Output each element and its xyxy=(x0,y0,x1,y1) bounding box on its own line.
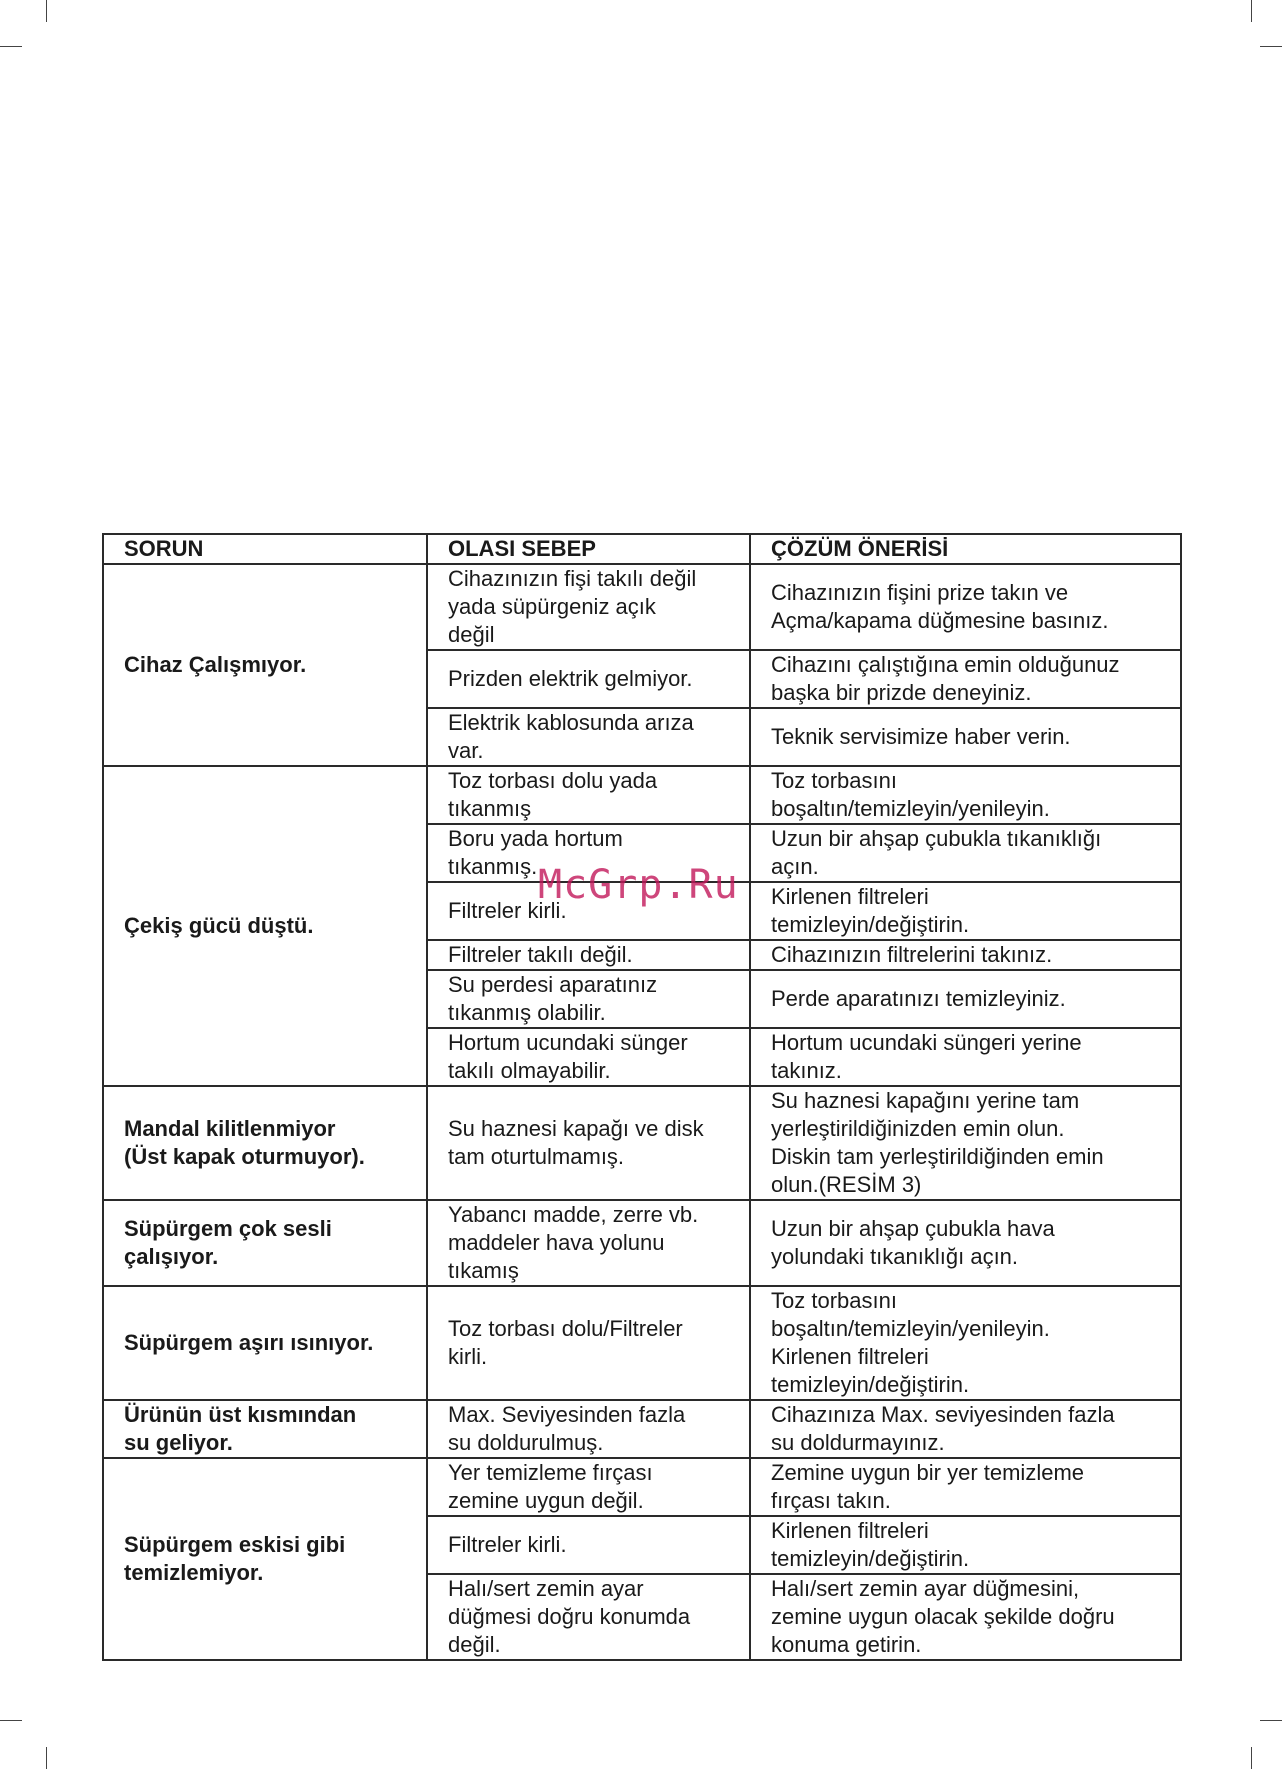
table-header-row xyxy=(103,534,1181,564)
cause-cell: Max. Seviyesinden fazla su doldurulmuş. xyxy=(427,1400,750,1458)
cause-cell: Toz torbası dolu/Filtreler kirli. xyxy=(427,1286,750,1400)
problem-cell: Çekiş gücü düştü. xyxy=(103,766,427,1086)
cause-cell: Yabancı madde, zerre vb. maddeler hava yolunu tıkamış xyxy=(427,1200,750,1286)
solution-cell: Halı/sert zemin ayar düğmesini, zemine uygun olacak şekilde doğru konuma getirin. xyxy=(750,1574,1181,1660)
header-solution: ÇÖZÜM ÖNERİSİ xyxy=(750,534,1181,564)
cause-cell: Boru yada hortum tıkanmış. xyxy=(427,824,750,882)
cause-cell: Su perdesi aparatınız tıkanmış olabilir. xyxy=(427,970,750,1028)
cause-cell: Halı/sert zemin ayar düğmesi doğru konumda değil. xyxy=(427,1574,750,1660)
solution-cell: Teknik servisimize haber verin. xyxy=(750,708,1181,766)
problem-cell: Süpürgem çok sesli çalışıyor. xyxy=(103,1200,427,1286)
table-row xyxy=(103,564,1181,650)
cause-cell: Yer temizleme fırçası zemine uygun değil. xyxy=(427,1458,750,1516)
solution-cell: Cihazınızın filtrelerini takınız. xyxy=(750,940,1181,970)
crop-mark xyxy=(46,1747,47,1769)
cause-cell: Prizden elektrik gelmiyor. xyxy=(427,650,750,708)
solution-cell: Su haznesi kapağını yerine tam yerleştirildiğinizden emin olun. Diskin tam yerleştirildiğinden emin olun.(RESİM 3) xyxy=(750,1086,1181,1200)
solution-cell: Hortum ucundaki süngeri yerine takınız. xyxy=(750,1028,1181,1086)
solution-cell: Cihazınızın fişini prize takın ve Açma/kapama düğmesine basınız. xyxy=(750,564,1181,650)
crop-mark xyxy=(1260,1720,1282,1721)
cause-cell: Su haznesi kapağı ve disk tam oturtulmamış. xyxy=(427,1086,750,1200)
solution-cell: Toz torbasını boşaltın/temizleyin/yenileyin. xyxy=(750,766,1181,824)
cause-cell: Toz torbası dolu yada tıkanmış xyxy=(427,766,750,824)
solution-cell: Zemine uygun bir yer temizleme fırçası takın. xyxy=(750,1458,1181,1516)
solution-cell: Uzun bir ahşap çubukla tıkanıklığı açın. xyxy=(750,824,1181,882)
crop-mark xyxy=(1251,0,1252,22)
table-row xyxy=(103,766,1181,824)
solution-cell: Kirlenen filtreleri temizleyin/değiştirin. xyxy=(750,882,1181,940)
crop-mark xyxy=(0,46,22,47)
watermark: McGrp.Ru xyxy=(538,862,739,908)
cause-cell: Filtreler kirli. xyxy=(427,882,750,940)
solution-cell: Cihazınıza Max. seviyesinden fazla su doldurmayınız. xyxy=(750,1400,1181,1458)
cause-cell: Filtreler kirli. xyxy=(427,1516,750,1574)
cause-cell: Filtreler takılı değil. xyxy=(427,940,750,970)
header-problem: SORUN xyxy=(103,534,427,564)
table-row xyxy=(103,1458,1181,1516)
table-row xyxy=(103,1400,1181,1458)
problem-cell: Ürünün üst kısmından su geliyor. xyxy=(103,1400,427,1458)
table-row xyxy=(103,1086,1181,1200)
problem-cell: Cihaz Çalışmıyor. xyxy=(103,564,427,766)
solution-cell: Uzun bir ahşap çubukla hava yolundaki tıkanıklığı açın. xyxy=(750,1200,1181,1286)
cause-cell: Elektrik kablosunda arıza var. xyxy=(427,708,750,766)
crop-mark xyxy=(0,1720,22,1721)
table-body xyxy=(103,564,1181,1660)
cause-cell: Cihazınızın fişi takılı değil yada süpürgeniz açık değil xyxy=(427,564,750,650)
problem-cell: Süpürgem aşırı ısınıyor. xyxy=(103,1286,427,1400)
solution-cell: Toz torbasını boşaltın/temizleyin/yenileyin. Kirlenen filtreleri temizleyin/değiştirin. xyxy=(750,1286,1181,1400)
cause-cell: Hortum ucundaki sünger takılı olmayabilir. xyxy=(427,1028,750,1086)
crop-mark xyxy=(1260,46,1282,47)
crop-mark xyxy=(46,0,47,22)
solution-cell: Kirlenen filtreleri temizleyin/değiştirin. xyxy=(750,1516,1181,1574)
problem-cell: Mandal kilitlenmiyor (Üst kapak oturmuyor). xyxy=(103,1086,427,1200)
solution-cell: Cihazını çalıştığına emin olduğunuz başka bir prizde deneyiniz. xyxy=(750,650,1181,708)
problem-cell: Süpürgem eskisi gibi temizlemiyor. xyxy=(103,1458,427,1660)
table-row xyxy=(103,1200,1181,1286)
header-cause: OLASI SEBEP xyxy=(427,534,750,564)
table-row xyxy=(103,1286,1181,1400)
crop-mark xyxy=(1251,1747,1252,1769)
solution-cell: Perde aparatınızı temizleyiniz. xyxy=(750,970,1181,1028)
troubleshooting-table xyxy=(102,533,1182,1661)
